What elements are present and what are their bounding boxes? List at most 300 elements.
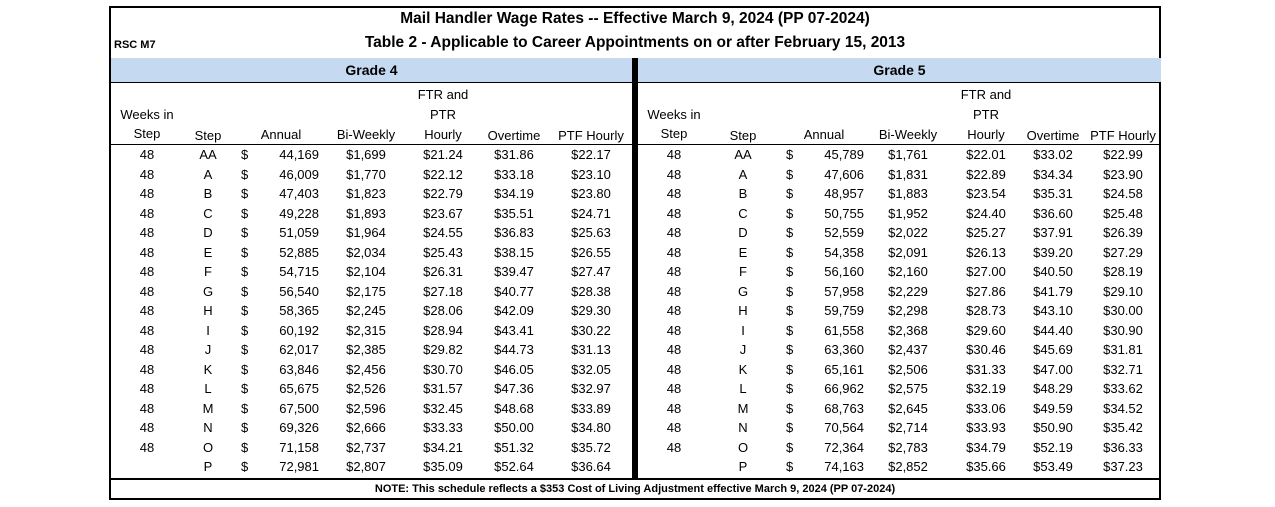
- weeks-cell: 48: [139, 400, 155, 416]
- table-row: [638, 340, 1161, 360]
- currency-cell: $: [241, 166, 249, 182]
- overtime-cell: $33.02: [1033, 147, 1073, 162]
- grade-4-header: Grade 4: [111, 58, 632, 83]
- table-row: [111, 379, 632, 399]
- weeks-cell: 48: [139, 322, 155, 338]
- biweekly-cell: $2,437: [888, 342, 928, 357]
- weeks-cell: 48: [666, 147, 682, 162]
- annual-cell: 54,358: [824, 244, 864, 260]
- overtime-cell: $36.83: [494, 225, 534, 240]
- currency-cell: $: [241, 342, 249, 357]
- overtime-cell: $46.05: [494, 361, 534, 377]
- weeks-cell: 48: [666, 361, 682, 377]
- annual-cell: 71,158: [279, 439, 319, 455]
- weeks-cell: 48: [139, 244, 155, 260]
- ftr-hourly-cell: $23.54: [966, 186, 1006, 201]
- step-cell: AA: [734, 147, 752, 162]
- cola-note: NOTE: This schedule reflects a $353 Cost of Living Adjustment effective March 9, 2024 (PP 07-2024): [111, 478, 1159, 498]
- overtime-cell: $42.09: [494, 303, 534, 318]
- ftr-header-line2: PTR: [973, 107, 999, 122]
- annual-cell: 49,228: [279, 205, 319, 221]
- overtime-cell: $48.29: [1033, 381, 1073, 396]
- biweekly-header: Bi-Weekly: [878, 127, 938, 142]
- step-cell: AA: [199, 147, 217, 162]
- weeks-cell: 48: [666, 322, 682, 338]
- annual-cell: 61,558: [824, 322, 864, 338]
- ptf-hourly-cell: $34.80: [571, 420, 611, 435]
- currency-cell: $: [786, 166, 794, 182]
- step-cell: O: [202, 439, 214, 455]
- table-row: [111, 360, 632, 380]
- table-row: [638, 438, 1161, 458]
- step-cell: D: [738, 225, 748, 240]
- step-cell: B: [203, 186, 213, 201]
- weeks-cell: 48: [139, 439, 155, 455]
- weeks-cell: 48: [666, 225, 682, 240]
- annual-cell: 44,169: [279, 147, 319, 162]
- ftr-header-line1: FTR and: [417, 87, 469, 102]
- ptf-hourly-cell: $27.29: [1103, 244, 1143, 260]
- ptf-hourly-cell: $36.64: [571, 459, 611, 474]
- currency-cell: $: [786, 439, 794, 455]
- overtime-cell: $45.69: [1033, 342, 1073, 357]
- weeks-header-line1: Weeks in: [120, 107, 174, 122]
- ptf-hourly-cell: $24.58: [1103, 186, 1143, 201]
- annual-cell: 72,364: [824, 439, 864, 455]
- table-row: [111, 418, 632, 438]
- ftr-hourly-cell: $30.46: [966, 342, 1006, 357]
- biweekly-cell: $1,952: [888, 205, 928, 221]
- ftr-hourly-cell: $31.33: [966, 361, 1006, 377]
- ptf-hourly-cell: $30.90: [1103, 322, 1143, 338]
- table-header: [111, 8, 1159, 60]
- step-cell: F: [204, 264, 212, 279]
- ftr-hourly-cell: $28.06: [423, 303, 463, 318]
- table-row: [638, 399, 1161, 419]
- overtime-cell: $40.50: [1033, 264, 1073, 279]
- currency-cell: $: [786, 147, 794, 162]
- annual-cell: 48,957: [824, 186, 864, 201]
- table-row: [111, 262, 632, 282]
- grade-5-panel: [638, 58, 1161, 478]
- currency-cell: $: [786, 342, 794, 357]
- annual-cell: 45,789: [824, 147, 864, 162]
- annual-cell: 62,017: [279, 342, 319, 357]
- biweekly-cell: $1,770: [346, 166, 386, 182]
- biweekly-cell: $2,807: [346, 459, 386, 474]
- weeks-cell: 48: [666, 244, 682, 260]
- step-cell: I: [741, 322, 745, 338]
- overtime-header: Overtime: [487, 128, 541, 143]
- currency-cell: $: [786, 381, 794, 396]
- step-cell: G: [202, 283, 214, 299]
- ftr-hourly-cell: $34.79: [966, 439, 1006, 455]
- ptf-hourly-cell: $26.39: [1103, 225, 1143, 240]
- biweekly-cell: $1,964: [346, 225, 386, 240]
- overtime-cell: $35.51: [494, 205, 534, 221]
- ptf-hourly-cell: $28.38: [571, 283, 611, 299]
- ptf-hourly-cell: $33.89: [571, 400, 611, 416]
- step-cell: J: [739, 342, 747, 357]
- table-title: Mail Handler Wage Rates -- Effective March 9, 2024 (PP 07-2024): [400, 10, 870, 27]
- currency-cell: $: [786, 244, 794, 260]
- overtime-cell: $41.79: [1033, 283, 1073, 299]
- annual-cell: 52,559: [824, 225, 864, 240]
- ptf-hourly-cell: $32.05: [571, 361, 611, 377]
- biweekly-cell: $1,883: [888, 186, 928, 201]
- annual-cell: 63,360: [824, 342, 864, 357]
- weeks-cell: 48: [666, 400, 682, 416]
- ftr-hourly-cell: $27.00: [966, 264, 1006, 279]
- step-cell: C: [738, 205, 748, 221]
- overtime-cell: $36.60: [1033, 205, 1073, 221]
- step-cell: N: [738, 420, 748, 435]
- grade-4-rows: [111, 145, 632, 477]
- step-cell: C: [203, 205, 213, 221]
- ptf-hourly-cell: $32.97: [571, 381, 611, 396]
- overtime-cell: $40.77: [494, 283, 534, 299]
- column-headers: [638, 83, 1161, 145]
- grade-5-header: Grade 5: [638, 58, 1161, 83]
- ptf-hourly-cell: $36.33: [1103, 439, 1143, 455]
- weeks-cell: 48: [666, 342, 682, 357]
- biweekly-cell: $2,526: [346, 381, 386, 396]
- ptf-hourly-cell: $25.63: [571, 225, 611, 240]
- ftr-hourly-cell: $22.12: [423, 166, 463, 182]
- step-cell: P: [738, 459, 748, 474]
- ftr-hourly-cell: $27.86: [966, 283, 1006, 299]
- table-row: [111, 184, 632, 204]
- overtime-cell: $53.49: [1033, 459, 1073, 474]
- biweekly-cell: $2,175: [346, 283, 386, 299]
- ptf-hourly-cell: $25.48: [1103, 205, 1143, 221]
- biweekly-cell: $2,645: [888, 400, 928, 416]
- currency-cell: $: [786, 283, 794, 299]
- weeks-cell: 48: [666, 205, 682, 221]
- ftr-hourly-cell: $35.66: [966, 459, 1006, 474]
- overtime-cell: $50.90: [1033, 420, 1073, 435]
- biweekly-cell: $2,368: [888, 322, 928, 338]
- annual-cell: 65,161: [824, 361, 864, 377]
- overtime-cell: $47.36: [494, 381, 534, 396]
- ptf-hourly-cell: $23.10: [571, 166, 611, 182]
- step-cell: G: [737, 283, 749, 299]
- table-row: [111, 321, 632, 341]
- ftr-header-line3: Hourly: [967, 127, 1005, 142]
- ftr-hourly-cell: $34.21: [423, 439, 463, 455]
- weeks-cell: 48: [139, 342, 155, 357]
- overtime-cell: $38.15: [494, 244, 534, 260]
- biweekly-cell: $1,823: [346, 186, 386, 201]
- ftr-hourly-cell: $29.60: [966, 322, 1006, 338]
- annual-cell: 66,962: [824, 381, 864, 396]
- column-headers: [111, 83, 632, 145]
- overtime-cell: $43.10: [1033, 303, 1073, 318]
- overtime-cell: $49.59: [1033, 400, 1073, 416]
- overtime-cell: $48.68: [494, 400, 534, 416]
- step-cell: D: [203, 225, 213, 240]
- ftr-hourly-cell: $33.06: [966, 400, 1006, 416]
- annual-cell: 67,500: [279, 400, 319, 416]
- step-cell: K: [738, 361, 748, 377]
- schedule-code: RSC M7: [114, 39, 156, 51]
- step-cell: A: [738, 166, 748, 182]
- annual-cell: 57,958: [824, 283, 864, 299]
- weeks-cell: 48: [666, 186, 682, 201]
- currency-cell: $: [241, 225, 249, 240]
- currency-cell: $: [786, 322, 794, 338]
- ftr-hourly-cell: $23.67: [423, 205, 463, 221]
- currency-cell: $: [241, 303, 249, 318]
- currency-cell: $: [786, 225, 794, 240]
- annual-cell: 63,846: [279, 361, 319, 377]
- ptf-hourly-cell: $27.47: [571, 264, 611, 279]
- ftr-hourly-cell: $24.55: [423, 225, 463, 240]
- ftr-hourly-cell: $32.45: [423, 400, 463, 416]
- currency-cell: $: [786, 420, 794, 435]
- ftr-hourly-cell: $26.31: [423, 264, 463, 279]
- step-cell: A: [203, 166, 213, 182]
- overtime-cell: $37.91: [1033, 225, 1073, 240]
- ftr-header-line2: PTR: [430, 107, 456, 122]
- ptf-hourly-cell: $31.13: [571, 342, 611, 357]
- ptf-hourly-cell: $23.90: [1103, 166, 1143, 182]
- table-row: [638, 457, 1161, 477]
- step-cell: N: [203, 420, 213, 435]
- weeks-cell: 48: [666, 381, 682, 396]
- table-row: [111, 301, 632, 321]
- currency-cell: $: [241, 147, 249, 162]
- currency-cell: $: [241, 459, 249, 474]
- biweekly-cell: $1,761: [888, 147, 928, 162]
- biweekly-cell: $2,714: [888, 420, 928, 435]
- biweekly-cell: $2,666: [346, 420, 386, 435]
- weeks-cell: 48: [666, 264, 682, 279]
- overtime-cell: $34.19: [494, 186, 534, 201]
- ptf-hourly-cell: $35.72: [571, 439, 611, 455]
- table-row: [111, 145, 632, 165]
- biweekly-cell: $2,104: [346, 264, 386, 279]
- annual-cell: 70,564: [824, 420, 864, 435]
- ftr-hourly-cell: $33.33: [423, 420, 463, 435]
- table-row: [111, 457, 632, 477]
- step-cell: M: [737, 400, 749, 416]
- weeks-cell: 48: [139, 283, 155, 299]
- step-cell: H: [203, 303, 213, 318]
- annual-cell: 74,163: [824, 459, 864, 474]
- currency-cell: $: [241, 244, 249, 260]
- weeks-cell: 48: [139, 166, 155, 182]
- ftr-hourly-cell: $35.09: [423, 459, 463, 474]
- step-cell: M: [202, 400, 214, 416]
- table-row: [638, 360, 1161, 380]
- biweekly-cell: $1,831: [888, 166, 928, 182]
- step-cell: E: [738, 244, 748, 260]
- step-cell: B: [738, 186, 748, 201]
- table-row: [111, 243, 632, 263]
- ptf-header: PTF Hourly: [1090, 128, 1156, 143]
- table-row: [638, 223, 1161, 243]
- currency-cell: $: [786, 459, 794, 474]
- table-row: [111, 438, 632, 458]
- ptf-hourly-cell: $29.30: [571, 303, 611, 318]
- annual-cell: 52,885: [279, 244, 319, 260]
- overtime-cell: $50.00: [494, 420, 534, 435]
- biweekly-cell: $2,852: [888, 459, 928, 474]
- weeks-cell: 48: [139, 361, 155, 377]
- weeks-cell: 48: [139, 225, 155, 240]
- biweekly-cell: $2,315: [346, 322, 386, 338]
- ftr-hourly-cell: $22.79: [423, 186, 463, 201]
- weeks-cell: 48: [139, 381, 155, 396]
- annual-cell: 60,192: [279, 322, 319, 338]
- currency-cell: $: [786, 361, 794, 377]
- weeks-cell: 48: [139, 147, 155, 162]
- table-row: [638, 282, 1161, 302]
- biweekly-cell: $2,034: [346, 244, 386, 260]
- ptf-hourly-cell: $22.17: [571, 147, 611, 162]
- step-header: Step: [729, 128, 757, 143]
- overtime-header: Overtime: [1026, 128, 1080, 143]
- wage-table-frame: [109, 6, 1161, 500]
- step-cell: J: [204, 342, 212, 357]
- annual-cell: 65,675: [279, 381, 319, 396]
- currency-cell: $: [241, 420, 249, 435]
- step-cell: H: [738, 303, 748, 318]
- table-row: [638, 204, 1161, 224]
- step-header: Step: [194, 128, 222, 143]
- annual-cell: 56,160: [824, 264, 864, 279]
- biweekly-cell: $2,385: [346, 342, 386, 357]
- ptf-hourly-cell: $29.10: [1103, 283, 1143, 299]
- table-row: [111, 282, 632, 302]
- ptf-hourly-cell: $34.52: [1103, 400, 1143, 416]
- annual-cell: 54,715: [279, 264, 319, 279]
- table-row: [111, 399, 632, 419]
- overtime-cell: $39.47: [494, 264, 534, 279]
- biweekly-cell: $2,022: [888, 225, 928, 240]
- biweekly-cell: $2,245: [346, 303, 386, 318]
- overtime-cell: $34.34: [1033, 166, 1073, 182]
- overtime-cell: $35.31: [1033, 186, 1073, 201]
- ftr-hourly-cell: $28.94: [423, 322, 463, 338]
- biweekly-header: Bi-Weekly: [336, 127, 396, 142]
- ptf-hourly-cell: $23.80: [571, 186, 611, 201]
- step-cell: E: [203, 244, 213, 260]
- weeks-header-line2: Step: [660, 126, 688, 141]
- table-row: [638, 165, 1161, 185]
- table-row: [111, 165, 632, 185]
- annual-cell: 58,365: [279, 303, 319, 318]
- weeks-cell: 48: [666, 166, 682, 182]
- currency-cell: $: [241, 264, 249, 279]
- currency-cell: $: [241, 186, 249, 201]
- step-cell: L: [204, 381, 212, 396]
- annual-cell: 51,059: [279, 225, 319, 240]
- table-row: [111, 340, 632, 360]
- overtime-cell: $39.20: [1033, 244, 1073, 260]
- biweekly-cell: $2,229: [888, 283, 928, 299]
- table-row: [111, 204, 632, 224]
- table-subtitle: Table 2 - Applicable to Career Appointments on or after February 15, 2013: [364, 34, 906, 51]
- biweekly-cell: $2,506: [888, 361, 928, 377]
- weeks-cell: 48: [139, 186, 155, 201]
- ftr-header-line1: FTR and: [960, 87, 1012, 102]
- table-row: [638, 243, 1161, 263]
- ftr-hourly-cell: $26.13: [966, 244, 1006, 260]
- ftr-hourly-cell: $32.19: [966, 381, 1006, 396]
- table-row: [638, 301, 1161, 321]
- table-row: [638, 321, 1161, 341]
- currency-cell: $: [241, 283, 249, 299]
- table-row: [638, 184, 1161, 204]
- ptf-hourly-cell: $24.71: [571, 205, 611, 221]
- biweekly-cell: $2,596: [346, 400, 386, 416]
- step-cell: K: [203, 361, 213, 377]
- ftr-hourly-cell: $33.93: [966, 420, 1006, 435]
- ptf-hourly-cell: $28.19: [1103, 264, 1143, 279]
- annual-cell: 69,326: [279, 420, 319, 435]
- ftr-hourly-cell: $25.43: [423, 244, 463, 260]
- currency-cell: $: [786, 186, 794, 201]
- step-cell: F: [739, 264, 747, 279]
- ptf-hourly-cell: $30.00: [1103, 303, 1143, 318]
- table-row: [638, 418, 1161, 438]
- annual-cell: 47,403: [279, 186, 319, 201]
- ftr-hourly-cell: $30.70: [423, 361, 463, 377]
- ptf-hourly-cell: $26.55: [571, 244, 611, 260]
- ftr-header-line3: Hourly: [424, 127, 462, 142]
- ptf-hourly-cell: $35.42: [1103, 420, 1143, 435]
- ftr-hourly-cell: $22.89: [966, 166, 1006, 182]
- annual-cell: 59,759: [824, 303, 864, 318]
- currency-cell: $: [241, 439, 249, 455]
- overtime-cell: $47.00: [1033, 361, 1073, 377]
- currency-cell: $: [241, 400, 249, 416]
- ptf-hourly-cell: $22.99: [1103, 147, 1143, 162]
- ptf-hourly-cell: $30.22: [571, 322, 611, 338]
- ptf-hourly-cell: $33.62: [1103, 381, 1143, 396]
- ftr-hourly-cell: $29.82: [423, 342, 463, 357]
- biweekly-cell: $2,737: [346, 439, 386, 455]
- ptf-header: PTF Hourly: [558, 128, 624, 143]
- currency-cell: $: [786, 303, 794, 318]
- weeks-cell: 48: [666, 439, 682, 455]
- weeks-header-line2: Step: [133, 126, 161, 141]
- currency-cell: $: [786, 264, 794, 279]
- overtime-cell: $52.19: [1033, 439, 1073, 455]
- currency-cell: $: [241, 381, 249, 396]
- currency-cell: $: [786, 205, 794, 221]
- overtime-cell: $33.18: [494, 166, 534, 182]
- ftr-hourly-cell: $31.57: [423, 381, 463, 396]
- annual-cell: 68,763: [824, 400, 864, 416]
- annual-header: Annual: [803, 127, 845, 142]
- biweekly-cell: $1,699: [346, 147, 386, 162]
- annual-cell: 72,981: [279, 459, 319, 474]
- ftr-hourly-cell: $27.18: [423, 283, 463, 299]
- ptf-hourly-cell: $37.23: [1103, 459, 1143, 474]
- biweekly-cell: $2,298: [888, 303, 928, 318]
- biweekly-cell: $2,575: [888, 381, 928, 396]
- biweekly-cell: $2,783: [888, 439, 928, 455]
- weeks-cell: 48: [139, 420, 155, 435]
- weeks-cell: 48: [666, 283, 682, 299]
- overtime-cell: $52.64: [494, 459, 534, 474]
- step-cell: O: [737, 439, 749, 455]
- ptf-hourly-cell: $32.71: [1103, 361, 1143, 377]
- step-cell: I: [206, 322, 210, 338]
